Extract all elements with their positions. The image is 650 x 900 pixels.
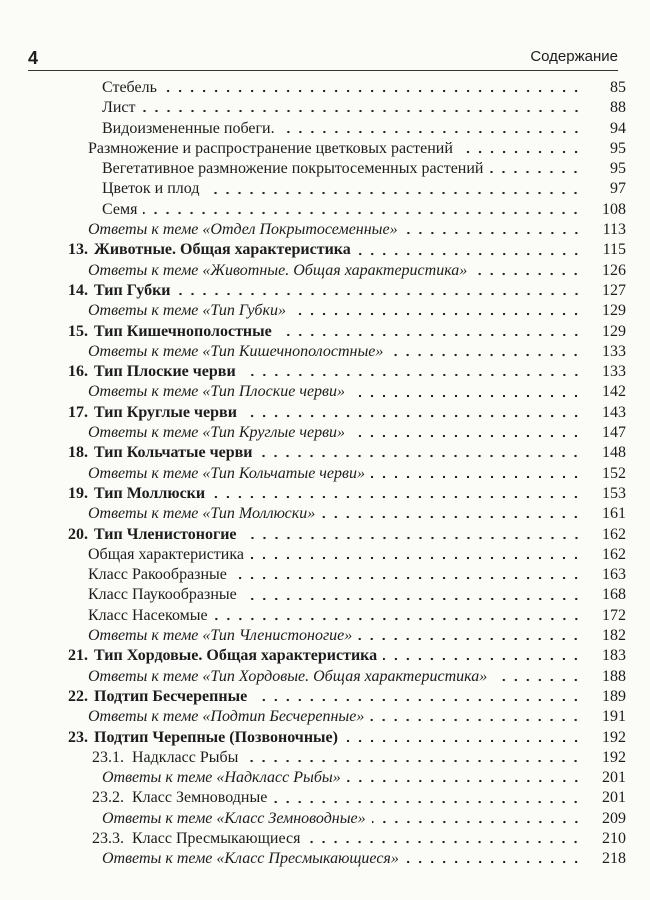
dot-leader (244, 759, 582, 763)
dot-leader (278, 333, 582, 337)
toc-entry-label: Видоизмененные побеги. (102, 119, 275, 137)
toc-entry-page: 108 (602, 200, 626, 218)
toc-entry-page: 133 (602, 342, 626, 360)
toc-entry-number: 22. (68, 687, 88, 705)
toc-entry[interactable] (40, 484, 626, 504)
dot-leader (281, 130, 582, 134)
toc-entry[interactable] (40, 200, 626, 220)
toc-entry-label: Ответы к теме «Тип Членистоногие» (88, 627, 353, 645)
toc-entry-page: 172 (602, 606, 626, 624)
toc-entry-label: Класс Ракообразные (88, 566, 227, 584)
toc-entry-label: Тип Хордовые. Общая характеристика (94, 647, 378, 665)
toc-entry-number: 17. (68, 403, 88, 421)
toc-entry-label: Животные. Общая характеристика (94, 241, 351, 259)
toc-entry-page: 183 (602, 647, 626, 665)
toc-entry[interactable] (40, 707, 626, 727)
dot-leader (357, 252, 582, 256)
toc-entry-label: Подтип Черепные (Позвоночные) (94, 728, 338, 746)
toc-entry-page: 161 (602, 505, 626, 523)
dot-leader (351, 434, 582, 438)
toc-entry-label: Класс Земноводные (132, 789, 268, 807)
toc-entry[interactable] (40, 768, 626, 788)
toc-entry[interactable] (40, 829, 626, 849)
toc-entry-number: 19. (68, 484, 88, 502)
toc-entry-page: 153 (602, 484, 626, 502)
toc-entry-subnumber: 23.1. (92, 748, 124, 766)
table-of-contents (40, 78, 626, 870)
dot-leader (358, 637, 582, 641)
toc-entry-page: 192 (602, 748, 626, 766)
dot-leader (405, 860, 582, 864)
toc-entry-page: 147 (602, 424, 626, 442)
dot-leader (243, 597, 582, 601)
toc-entry-number: 16. (68, 363, 88, 381)
dot-leader (383, 657, 582, 661)
dot-leader (371, 475, 582, 479)
dot-leader (459, 150, 582, 154)
toc-entry[interactable] (40, 687, 626, 707)
toc-entry-page: 129 (602, 322, 626, 340)
dot-leader (142, 109, 582, 113)
toc-entry-label: Ответы к теме «Подтип Бесчерепные» (88, 708, 365, 726)
toc-entry-page: 129 (602, 302, 626, 320)
dot-leader (273, 800, 582, 804)
toc-entry-page: 182 (602, 627, 626, 645)
toc-entry-label: Тип Членистоногие (94, 525, 237, 543)
toc-entry-page: 94 (610, 119, 626, 137)
dot-leader (205, 191, 582, 195)
toc-entry-label: Лист (102, 99, 136, 117)
dot-leader (321, 515, 582, 519)
toc-entry[interactable] (40, 301, 626, 321)
toc-entry[interactable] (40, 545, 626, 565)
toc-entry-page: 218 (602, 850, 626, 868)
dot-leader (370, 718, 582, 722)
toc-entry-page: 127 (602, 281, 626, 299)
dot-leader (292, 312, 582, 316)
toc-entry-page: 192 (602, 728, 626, 746)
dot-leader (344, 739, 582, 743)
toc-entry-page: 188 (602, 667, 626, 685)
dot-leader (473, 272, 582, 276)
toc-entry-label: Вегетативное размножение покрытосеменных растений (102, 160, 484, 178)
page-header (28, 44, 618, 71)
toc-entry-page: 95 (610, 160, 626, 178)
toc-entry[interactable] (40, 667, 626, 687)
toc-entry-label: Надкласс Рыбы (132, 748, 239, 766)
toc-entry[interactable] (40, 525, 626, 545)
toc-entry-page: 201 (602, 789, 626, 807)
toc-entry-page: 85 (610, 79, 626, 96)
toc-entry-page: 97 (610, 180, 626, 198)
toc-entry-label: Подтип Бесчерепные (94, 687, 248, 705)
toc-entry-label: Ответы к теме «Тип Кольчатые черви» (88, 464, 365, 482)
toc-entry-page: 209 (602, 809, 626, 827)
toc-entry-number: 23. (68, 728, 88, 746)
toc-entry-label: Ответы к теме «Отдел Покрытосеменные» (88, 221, 398, 239)
toc-entry-page: 163 (602, 566, 626, 584)
toc-entry-label: Тип Кишечнополостные (94, 322, 272, 340)
toc-entry[interactable] (40, 119, 626, 139)
toc-entry[interactable] (40, 362, 626, 382)
toc-entry-label: Ответы к теме «Тип Круглые черви» (88, 424, 346, 442)
toc-entry-page: 133 (602, 363, 626, 381)
toc-entry-number: 13. (68, 241, 88, 259)
toc-entry[interactable] (40, 443, 626, 463)
toc-entry[interactable] (40, 220, 626, 240)
dot-leader (143, 211, 582, 215)
toc-entry-label: Ответы к теме «Тип Кишечнополостные» (88, 342, 384, 360)
toc-entry[interactable] (40, 78, 626, 98)
dot-leader (163, 89, 582, 93)
section-title: Содержание (530, 48, 618, 65)
dot-leader (404, 231, 582, 235)
toc-entry-page: 201 (602, 769, 626, 787)
toc-entry-label: Размножение и распространение цветковых растений (88, 139, 453, 157)
toc-entry-label: Ответы к теме «Класс Пресмыкающиеся» (102, 850, 399, 868)
toc-entry-label: Ответы к теме «Тип Губки» (88, 302, 286, 320)
toc-entry-label: Семя (102, 200, 138, 218)
toc-entry-page: 152 (602, 464, 626, 482)
toc-entry[interactable] (40, 788, 626, 808)
toc-entry-page: 210 (602, 829, 626, 847)
dot-leader (250, 556, 582, 560)
toc-entry-label: Ответы к теме «Тип Плоские черви» (88, 383, 345, 401)
toc-entry[interactable] (40, 159, 626, 179)
toc-entry-label: Класс Пресмыкающиеся (132, 829, 301, 847)
toc-entry[interactable] (40, 403, 626, 423)
toc-entry[interactable] (40, 281, 626, 301)
dot-leader (351, 394, 582, 398)
toc-entry[interactable] (40, 646, 626, 666)
toc-entry[interactable] (40, 504, 626, 524)
toc-entry-label: Тип Губки (94, 281, 171, 299)
toc-entry[interactable] (40, 626, 626, 646)
toc-entry-label: Цветок и плод (102, 180, 200, 198)
toc-entry[interactable] (40, 748, 626, 768)
dot-leader (258, 454, 582, 458)
toc-entry-page: 143 (602, 403, 626, 421)
page-number: 4 (28, 48, 39, 68)
toc-entry[interactable] (40, 423, 626, 443)
toc-entry[interactable] (40, 849, 626, 869)
toc-entry-page: 162 (602, 525, 626, 543)
dot-leader (489, 170, 582, 174)
toc-entry[interactable] (40, 240, 626, 260)
toc-entry-label: Ответы к теме «Тип Моллюски» (88, 505, 316, 523)
toc-entry-page: 189 (602, 687, 626, 705)
dot-leader (242, 373, 582, 377)
toc-entry-page: 88 (610, 99, 626, 117)
toc-entry[interactable] (40, 342, 626, 362)
dot-leader (347, 779, 582, 783)
toc-entry[interactable] (40, 139, 626, 159)
toc-entry-page: 126 (602, 261, 626, 279)
dot-leader (306, 840, 582, 844)
toc-entry-label: Ответы к теме «Животные. Общая характеристика» (88, 261, 468, 279)
dot-leader (243, 536, 582, 540)
toc-entry-label: Ответы к теме «Надкласс Рыбы» (102, 769, 341, 787)
toc-entry-label: Стебель (102, 79, 157, 96)
toc-entry-page: 191 (602, 708, 626, 726)
toc-entry-number: 18. (68, 444, 88, 462)
toc-entry-label: Ответы к теме «Класс Земноводные» (102, 809, 366, 827)
toc-entry-label: Ответы к теме «Тип Хордовые. Общая характеристика» (88, 667, 488, 685)
toc-entry-label: Тип Круглые черви (94, 403, 237, 421)
toc-entry-label: Класс Насекомые (88, 606, 208, 624)
toc-entry[interactable] (40, 179, 626, 199)
toc-entry-subnumber: 23.3. (92, 829, 124, 847)
dot-leader (177, 292, 582, 296)
toc-entry-page: 95 (610, 139, 626, 157)
toc-entry[interactable] (40, 261, 626, 281)
toc-entry-page: 162 (602, 545, 626, 563)
toc-entry-page: 148 (602, 444, 626, 462)
toc-entry-page: 168 (602, 586, 626, 604)
toc-entry-label: Тип Кольчатые черви (94, 444, 253, 462)
toc-entry-label: Тип Плоские черви (94, 363, 236, 381)
toc-entry[interactable] (40, 728, 626, 748)
toc-entry-page: 115 (602, 241, 626, 259)
dot-leader (211, 495, 582, 499)
dot-leader (372, 820, 582, 824)
dot-leader (389, 353, 582, 357)
toc-entry[interactable] (40, 606, 626, 626)
toc-entry-page: 142 (602, 383, 626, 401)
toc-entry-number: 20. (68, 525, 88, 543)
toc-entry-page: 113 (602, 221, 626, 239)
toc-entry-label: Класс Паукообразные (88, 586, 237, 604)
toc-entry[interactable] (40, 809, 626, 829)
toc-entry[interactable] (40, 585, 626, 605)
dot-leader (243, 414, 582, 418)
dot-leader (233, 576, 582, 580)
toc-entry-label: Общая характеристика (88, 545, 244, 563)
toc-entry-number: 14. (68, 281, 88, 299)
toc-entry[interactable] (40, 98, 626, 118)
toc-entry[interactable] (40, 565, 626, 585)
toc-entry[interactable] (40, 464, 626, 484)
dot-leader (493, 678, 582, 682)
toc-entry-label: Тип Моллюски (94, 484, 206, 502)
dot-leader (253, 698, 582, 702)
toc-entry[interactable] (40, 382, 626, 402)
toc-entry[interactable] (40, 322, 626, 342)
toc-entry-number: 15. (68, 322, 88, 340)
toc-entry-number: 21. (68, 647, 88, 665)
dot-leader (214, 617, 582, 621)
toc-entry-subnumber: 23.2. (92, 789, 124, 807)
